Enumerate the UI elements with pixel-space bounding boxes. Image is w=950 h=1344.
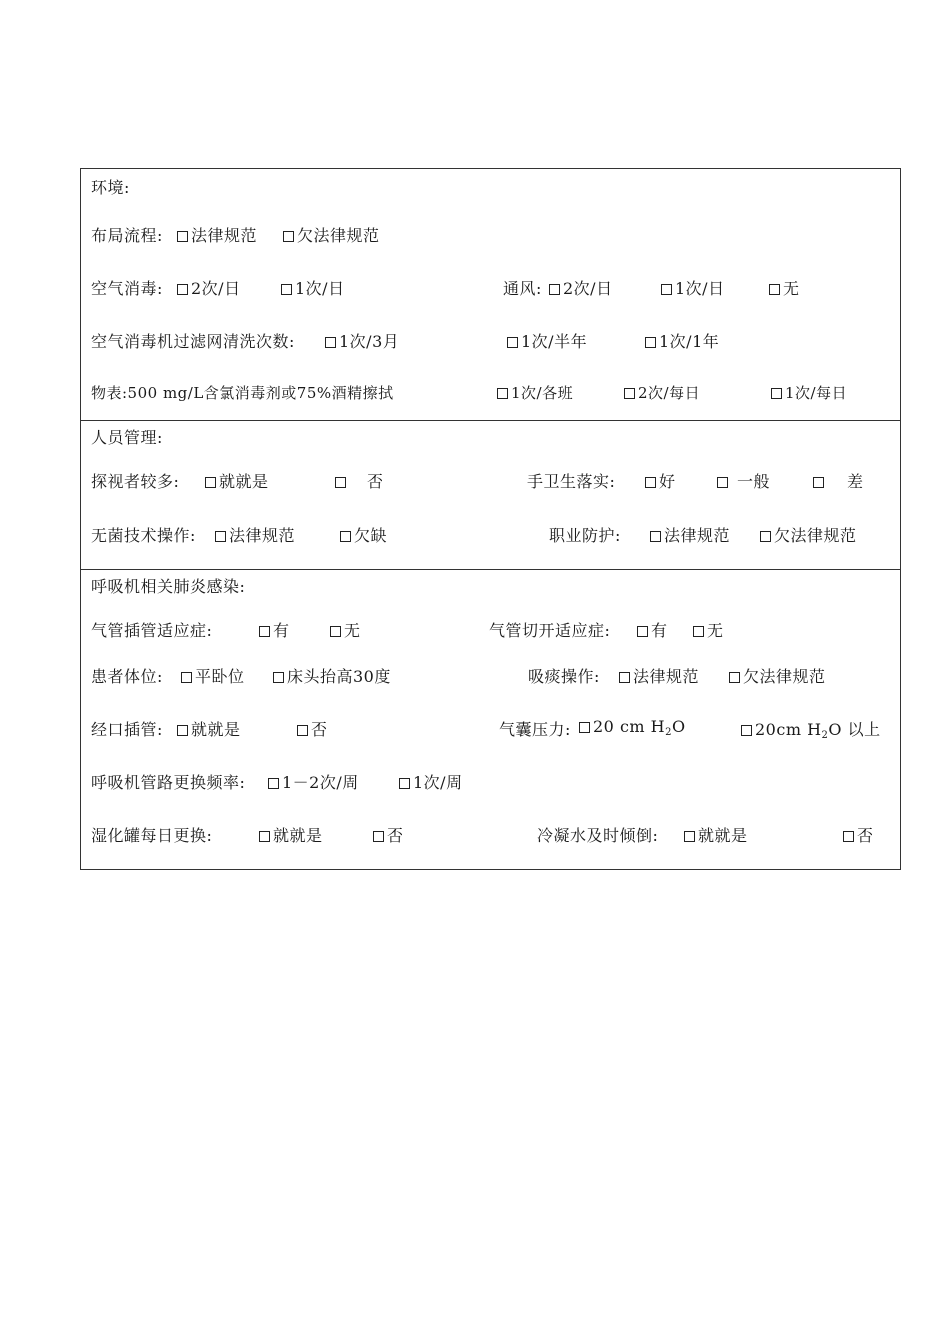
option-vent-none[interactable]: 无 — [769, 276, 800, 299]
option-humid-yes[interactable]: 就就是 — [259, 823, 323, 846]
row-vap-title — [81, 570, 900, 598]
option-suction-nonstandard[interactable]: 欠法律规范 — [729, 664, 826, 687]
row-visitors — [81, 449, 900, 489]
row-layout — [81, 197, 900, 250]
checkbox[interactable] — [273, 672, 284, 683]
option-intub-no[interactable]: 无 — [330, 618, 361, 641]
cuff-label: 气囊压力: — [499, 720, 571, 739]
row-aseptic — [81, 489, 900, 569]
row-circuit — [81, 744, 900, 797]
checkbox[interactable] — [330, 626, 341, 637]
option-surface-shift[interactable]: 1次/各班 — [497, 382, 573, 403]
section-vap — [81, 569, 900, 869]
option-protect-standard[interactable]: 法律规范 — [650, 523, 730, 546]
option-circuit-1[interactable]: 1次/周 — [399, 770, 463, 793]
option-trach-yes[interactable]: 有 — [637, 618, 668, 641]
position-label: 患者体位: — [91, 667, 163, 686]
checkbox[interactable] — [177, 231, 188, 242]
checkbox[interactable] — [268, 778, 279, 789]
hand-label: 手卫生落实: — [527, 472, 616, 491]
option-visitor-yes[interactable]: 就就是 — [205, 469, 269, 492]
checkbox[interactable] — [281, 284, 292, 295]
option-aseptic-standard[interactable]: 法律规范 — [215, 523, 295, 546]
checkbox[interactable] — [373, 831, 384, 842]
checkbox[interactable] — [549, 284, 560, 295]
checkbox[interactable] — [624, 388, 635, 399]
checkbox[interactable] — [335, 477, 346, 488]
row-filter — [81, 303, 900, 356]
row-personnel-title — [81, 421, 900, 449]
checkbox[interactable] — [325, 337, 336, 348]
section-title: 人员管理: — [91, 428, 163, 447]
row-air-disinfection — [81, 250, 900, 303]
option-trach-no[interactable]: 无 — [693, 618, 724, 641]
humid-label: 湿化罐每日更换: — [91, 826, 213, 845]
option-vent-2[interactable]: 2次/日 — [549, 276, 613, 299]
row-intubation — [81, 598, 900, 638]
vent-label: 通风: — [503, 279, 542, 298]
option-filter-3m[interactable]: 1次/3月 — [325, 329, 399, 352]
checkbox[interactable] — [645, 337, 656, 348]
checkbox[interactable] — [741, 725, 752, 736]
option-protect-nonstandard[interactable]: 欠法律规范 — [760, 523, 857, 546]
option-suction-standard[interactable]: 法律规范 — [619, 664, 699, 687]
option-aseptic-lacking[interactable]: 欠缺 — [340, 523, 387, 546]
option-hand-poor[interactable]: 差 — [813, 469, 864, 492]
section-environment — [81, 169, 900, 420]
visitor-label: 探视者较多: — [91, 472, 180, 491]
intub-label: 气管插管适应症: — [91, 621, 213, 640]
checkbox[interactable] — [579, 722, 590, 733]
option-intub-yes[interactable]: 有 — [259, 618, 290, 641]
option-filter-year[interactable]: 1次/1年 — [645, 329, 719, 352]
subscript: 2 — [665, 727, 672, 738]
option-layout-standard[interactable]: 法律规范 — [177, 223, 257, 246]
checkbox[interactable] — [205, 477, 216, 488]
checkbox[interactable] — [729, 672, 740, 683]
row-surface — [81, 356, 900, 420]
surface-label: 物表:500 mg/L含氯消毒剂或75%酒精擦拭 — [91, 384, 394, 402]
checkbox[interactable] — [650, 531, 661, 542]
option-cuff-20[interactable]: 20 cm $H_2O$ — [579, 717, 686, 738]
checkbox[interactable] — [661, 284, 672, 295]
option-condense-no[interactable]: 否 — [843, 823, 874, 846]
option-vent-1[interactable]: 1次/日 — [661, 276, 725, 299]
checkbox[interactable] — [760, 531, 771, 542]
option-hand-average[interactable]: 一般 — [717, 469, 770, 492]
option-hand-good[interactable]: 好 — [645, 469, 676, 492]
air-label: 空气消毒: — [91, 279, 163, 298]
option-visitor-no[interactable]: 否 — [335, 469, 384, 492]
checkbox[interactable] — [693, 626, 704, 637]
checkbox[interactable] — [771, 388, 782, 399]
checkbox[interactable] — [181, 672, 192, 683]
checkbox[interactable] — [340, 531, 351, 542]
checkbox[interactable] — [717, 477, 728, 488]
checkbox[interactable] — [497, 388, 508, 399]
checkbox[interactable] — [283, 231, 294, 242]
option-surface-2day[interactable]: 2次/每日 — [624, 382, 700, 403]
suction-label: 吸痰操作: — [528, 667, 600, 686]
checkbox[interactable] — [177, 284, 188, 295]
checkbox[interactable] — [637, 626, 648, 637]
inspection-form — [80, 168, 901, 870]
option-cuff-over-20[interactable]: 20cm $H_2O$ 以上 — [741, 717, 881, 741]
row-environment-title — [81, 169, 900, 197]
row-position — [81, 638, 900, 691]
checkbox[interactable] — [259, 626, 270, 637]
option-air-2[interactable]: 2次/日 — [177, 276, 241, 299]
option-layout-nonstandard[interactable]: 欠法律规范 — [283, 223, 380, 246]
checkbox[interactable] — [645, 477, 656, 488]
checkbox[interactable] — [684, 831, 695, 842]
checkbox[interactable] — [399, 778, 410, 789]
subscript: 2 — [821, 730, 829, 741]
aseptic-label: 无菌技术操作: — [91, 526, 196, 545]
checkbox[interactable] — [769, 284, 780, 295]
option-condense-yes[interactable]: 就就是 — [684, 823, 748, 846]
row-oral-intubation — [81, 691, 900, 744]
layout-label: 布局流程: — [91, 226, 163, 245]
option-circuit-1-2[interactable]: 1－2次/周 — [268, 770, 359, 793]
option-air-1[interactable]: 1次/日 — [281, 276, 345, 299]
checkbox[interactable] — [177, 725, 188, 736]
checkbox[interactable] — [259, 831, 270, 842]
option-position-supine[interactable]: 平卧位 — [181, 664, 245, 687]
row-humidifier — [81, 797, 900, 869]
filter-label: 空气消毒机过滤网清洗次数: — [91, 332, 295, 351]
checkbox[interactable] — [813, 477, 824, 488]
option-position-raised[interactable]: 床头抬高30度 — [273, 664, 391, 687]
protect-label: 职业防护: — [549, 526, 621, 545]
checkbox[interactable] — [619, 672, 630, 683]
condense-label: 冷凝水及时倾倒: — [537, 826, 659, 845]
checkbox[interactable] — [507, 337, 518, 348]
circuit-label: 呼吸机管路更换频率: — [91, 773, 246, 792]
section-title: 呼吸机相关肺炎感染: — [91, 577, 246, 596]
option-filter-half[interactable]: 1次/半年 — [507, 329, 587, 352]
checkbox[interactable] — [215, 531, 226, 542]
option-oral-no[interactable]: 否 — [297, 717, 328, 740]
option-humid-no[interactable]: 否 — [373, 823, 404, 846]
oral-label: 经口插管: — [91, 720, 163, 739]
trach-label: 气管切开适应症: — [489, 621, 611, 640]
checkbox[interactable] — [297, 725, 308, 736]
section-title: 环境: — [91, 178, 130, 197]
option-oral-yes[interactable]: 就就是 — [177, 717, 241, 740]
option-surface-1day[interactable]: 1次/每日 — [771, 382, 847, 403]
checkbox[interactable] — [843, 831, 854, 842]
section-personnel — [81, 420, 900, 569]
